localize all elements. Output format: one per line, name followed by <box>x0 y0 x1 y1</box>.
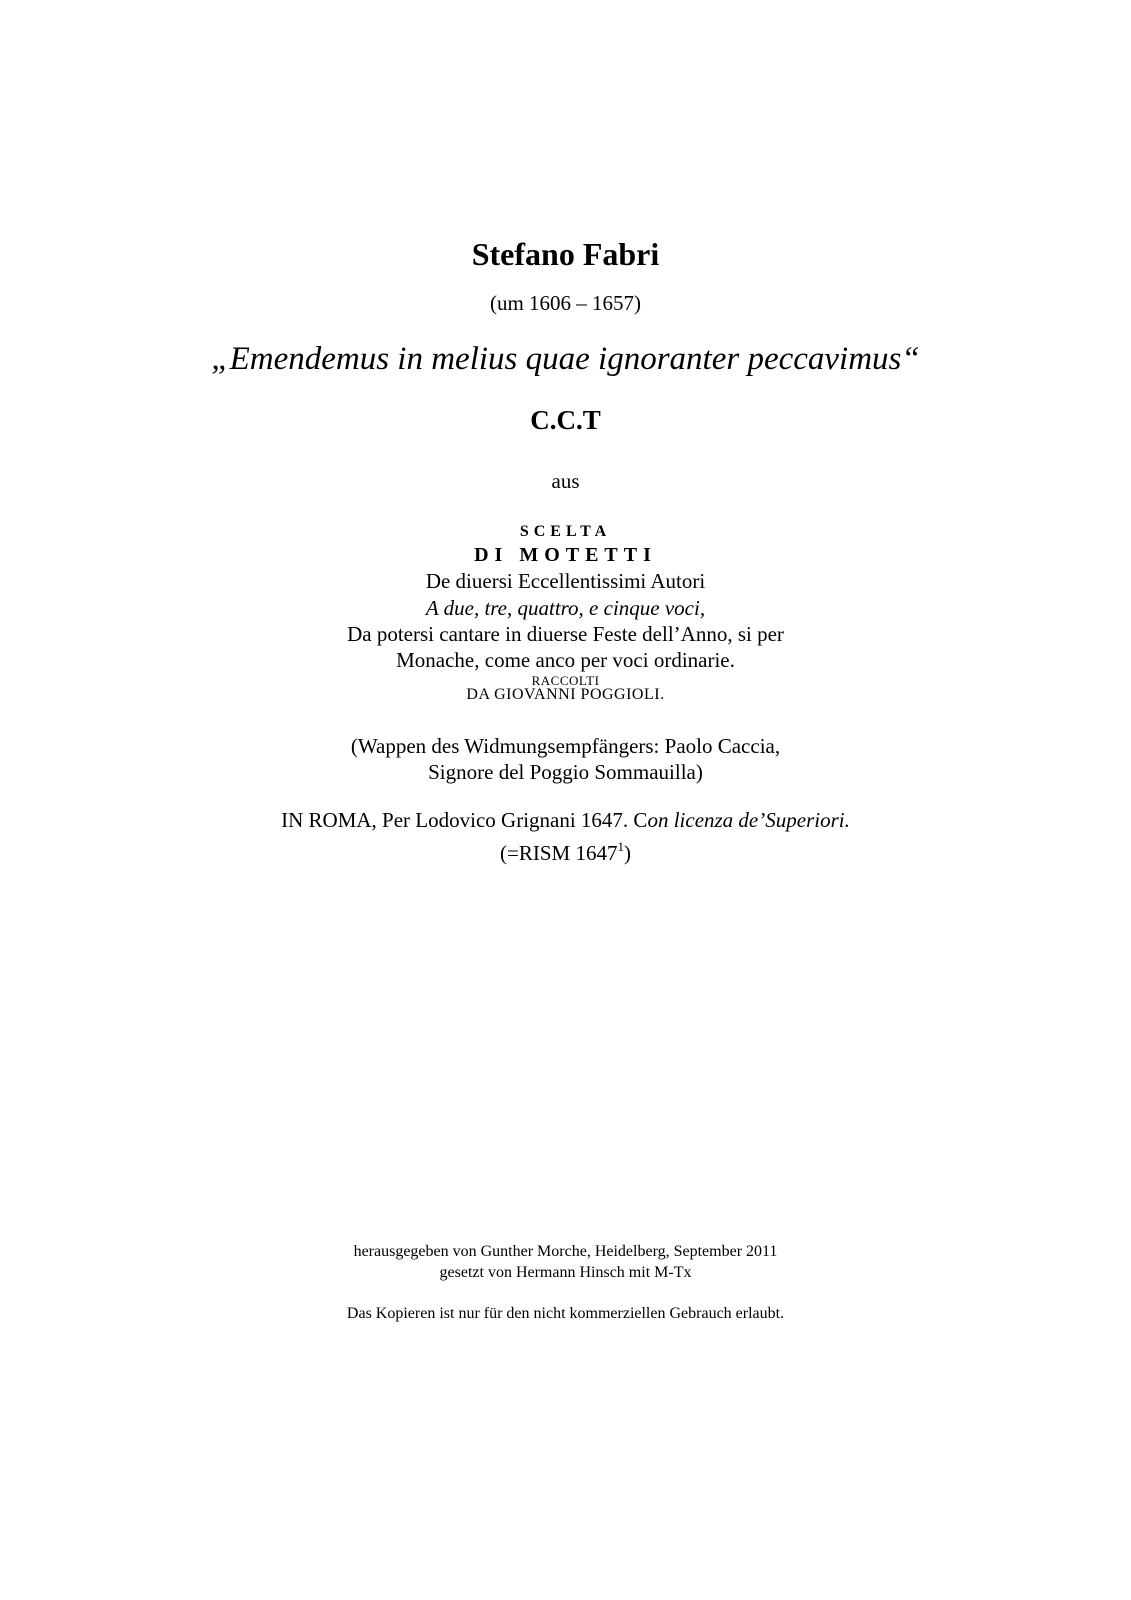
raccolti-label: RACCOLTI <box>531 673 600 688</box>
imprint-licence: on licenza de’Superiori. <box>647 808 850 832</box>
source-editor: DA GIOVANNI POGGIOLI. <box>466 686 665 703</box>
composer-dates: (um 1606 – 1657) <box>489 291 642 315</box>
imprint-text: IN ROMA, Per Lodovico Grignani 1647. C <box>281 808 648 832</box>
coat-of-arms-note-2: Signore del Poggio Sommauilla) <box>428 760 703 784</box>
voicing: C.C.T <box>530 405 601 435</box>
aus-label: aus <box>551 469 580 493</box>
copyright-note: Das Kopieren ist nur für den nicht kommerziellen Gebrauch erlaubt. <box>346 1305 785 1322</box>
rism-reference <box>0 841 1131 866</box>
source-line-3: Da potersi cantare in diuerse Feste dell’Anno, si per <box>347 622 784 646</box>
composer-name: Stefano Fabri <box>471 236 660 272</box>
source-line-2: A due, tre, quattro, e cinque voci, <box>425 596 706 620</box>
source-title-motetti: DI MOTETTI <box>474 544 657 566</box>
editor-credit: herausgegeben von Gunther Morche, Heidelberg, September 2011 <box>353 1243 778 1260</box>
source-line-4: Monache, come anco per voci ordinarie. <box>396 648 735 672</box>
typesetter-credit: gesetzt von Hermann Hinsch mit M-Tx <box>439 1264 692 1281</box>
coat-of-arms-note-1: (Wappen des Widmungsempfängers: Paolo Caccia, <box>350 734 781 758</box>
imprint <box>0 808 1131 833</box>
source-line-1: De diuersi Eccellentissimi Autori <box>425 569 706 593</box>
source-title-scelta: SCELTA <box>519 523 612 540</box>
motet-title: „Emendemus in melius quae ignoranter peccavimus“ <box>211 341 920 377</box>
rism-suffix: ) <box>623 841 631 865</box>
rism-superscript: 1 <box>617 839 624 854</box>
rism-prefix: (=RISM 1647 <box>500 841 618 865</box>
